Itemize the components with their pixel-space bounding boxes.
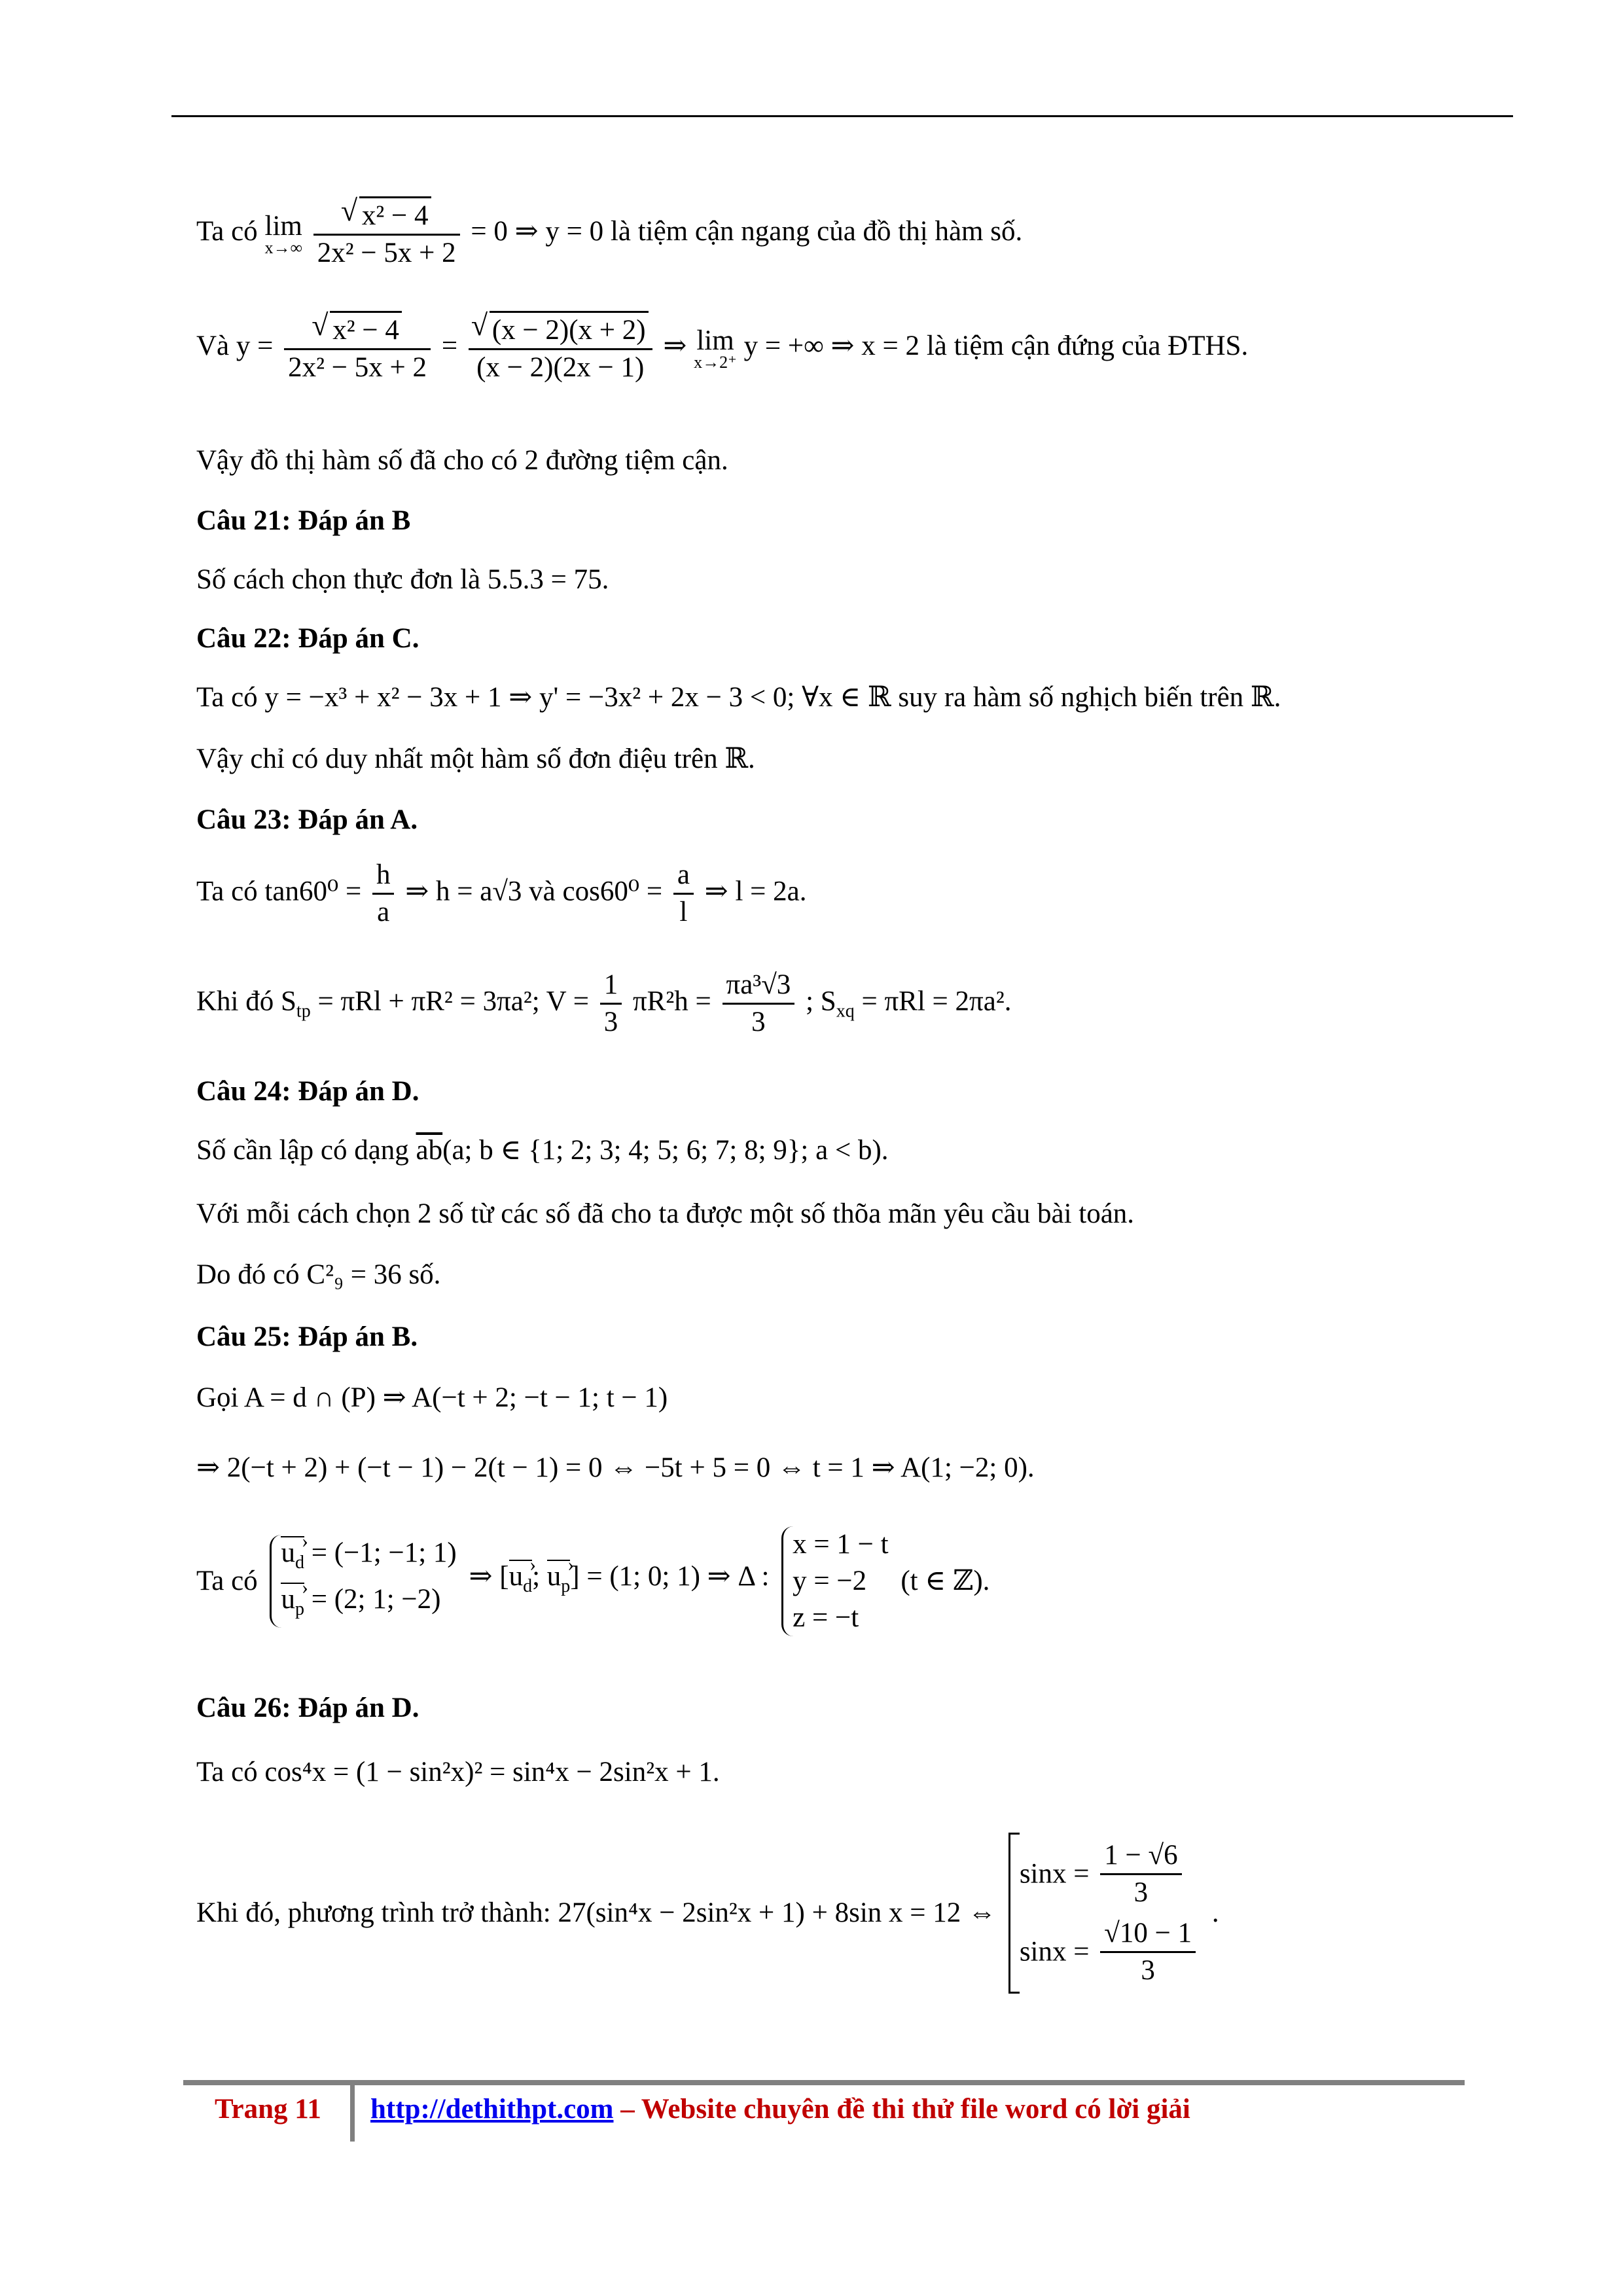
math: = πRl = 2πa².	[861, 986, 1012, 1017]
denominator: 3	[751, 1007, 766, 1037]
numerator: h	[372, 857, 395, 895]
math: Khi đó, phương trình trở thành: 27(sin⁴x − 2sin²x + 1) + 8sin x = 12 ⇔	[196, 1897, 997, 1928]
math: y = +∞ ⇒ x = 2	[743, 330, 920, 361]
denominator: a	[377, 897, 390, 927]
lim-label: lim	[696, 325, 734, 356]
fraction	[284, 311, 431, 386]
denominator: 3	[1133, 1877, 1149, 1908]
fraction	[313, 196, 460, 271]
denominator: 2x² − 5x + 2	[317, 238, 456, 268]
math: (t ∈ ℤ).	[901, 1566, 990, 1596]
subscript: p	[561, 1575, 571, 1596]
fraction	[372, 857, 395, 930]
math: u	[546, 1560, 562, 1592]
q26-line-1: Ta có cos⁴x = (1 − sin²x)² = sin⁴x − 2sin²x + 1.	[196, 1757, 720, 1787]
math: u	[281, 1584, 295, 1615]
subscript: xq	[836, 1001, 855, 1022]
q24-title: Câu 24: Đáp án D.	[196, 1076, 419, 1107]
math: ⇒ [	[469, 1560, 509, 1592]
q23-title: Câu 23: Đáp án A.	[196, 804, 418, 835]
math: ⇒ l = 2a.	[704, 876, 807, 907]
fraction	[673, 857, 694, 930]
fraction	[722, 967, 795, 1040]
vector-system	[270, 1535, 456, 1628]
q24-line-1	[196, 1132, 889, 1169]
text: là tiệm cận ngang của đồ thị hàm số.	[610, 215, 1023, 247]
footer-text	[370, 2093, 1190, 2125]
text: Ta có	[196, 1566, 258, 1596]
solution-set	[1008, 1833, 1200, 1994]
math: sinx =	[1019, 1858, 1090, 1890]
q22-title: Câu 22: Đáp án C.	[196, 623, 419, 654]
fraction	[1100, 1916, 1196, 1988]
math: y = −2	[793, 1566, 867, 1596]
lim-label: lim	[264, 211, 302, 242]
lim-sub: x→∞	[264, 238, 302, 257]
math: = πRl + πR² = 3πa²; V =	[317, 986, 589, 1017]
q24-line-3: Do đó có C²₉ = 36 số.	[196, 1259, 441, 1290]
q25-line-3: Ta có $u_d$ › = (−1; −1; 1) $u_p$ › = (2; 1; −2) ⇒ [$u_d$ ›; $u_p$ ›] = (1; 0; 1) ⇒ Δ : x = 1 − t y = −2 z = −t (t ∈ ℤ).	[196, 1526, 990, 1636]
q25-line-2: ⇒ 2(−t + 2) + (−t − 1) − 2(t − 1) = 0 ⇔ −5t + 5 = 0 ⇔ t = 1 ⇒ A(1; −2; 0).	[196, 1452, 1035, 1483]
denominator: 3	[1141, 1955, 1155, 1986]
numerator: √ x² − 4	[330, 311, 402, 348]
math: (a; b ∈ {1; 2; 3; 4; 5; 6; 7; 8; 9}; a < b).	[442, 1135, 889, 1166]
intro-line-3: Vậy đồ thị hàm số đã cho có 2 đường tiệm cận.	[196, 445, 728, 476]
line-system	[781, 1526, 888, 1636]
math: Khi đó S	[196, 986, 296, 1017]
footer-rule	[183, 2080, 1465, 2085]
math: u	[281, 1537, 295, 1568]
q23-line-2	[196, 967, 1011, 1040]
q24-line-2: Với mỗi cách chọn 2 số từ các số đã cho ta được một số thõa mãn yêu cầu bài toán.	[196, 1198, 1135, 1229]
q25-line-1: Gọi A = d ∩ (P) ⇒ A(−t + 2; −t − 1; t − 1)	[196, 1382, 668, 1413]
math: sinx =	[1019, 1936, 1090, 1967]
subscript: d	[294, 1552, 304, 1573]
numerator: 1	[600, 967, 622, 1005]
math: .	[1211, 1897, 1219, 1928]
math: ⇒ h = a√3 và cos60⁰ =	[405, 876, 663, 907]
denominator: (x − 2)(2x − 1)	[476, 352, 645, 383]
denominator: 3	[603, 1007, 618, 1037]
page-number: Trang 11	[215, 2094, 321, 2125]
denominator: 2x² − 5x + 2	[288, 352, 427, 383]
math: ] = (1; 0; 1) ⇒ Δ :	[570, 1560, 770, 1592]
fraction	[1100, 1838, 1181, 1910]
limit	[694, 327, 737, 370]
math: Ta có tan60⁰ =	[196, 876, 362, 907]
footer-divider	[350, 2081, 355, 2142]
numerator: a	[673, 857, 694, 895]
q21-line: Số cách chọn thực đơn là 5.5.3 = 75.	[196, 564, 609, 595]
math: = 0 ⇒ y = 0	[471, 215, 604, 247]
website-link[interactable]: http://dethithpt.com	[370, 2094, 614, 2125]
math: = (2; 1; −2)	[311, 1584, 441, 1615]
fraction	[469, 311, 652, 386]
q23-line-1	[196, 857, 806, 930]
numerator: 1 − √6	[1100, 1838, 1181, 1875]
text: Số cần lập có dạng	[196, 1135, 409, 1166]
text: là tiệm cận đứng của ĐTHS.	[926, 330, 1249, 361]
limit	[264, 212, 302, 255]
header-rule	[171, 115, 1513, 117]
q26-title: Câu 26: Đáp án D.	[196, 1693, 419, 1723]
math: ; S	[806, 986, 836, 1017]
lim-sub: x→2⁺	[694, 353, 737, 372]
q22-line-2: Vậy chỉ có duy nhất một hàm số đơn điệu trên ℝ.	[196, 744, 755, 774]
subscript: tp	[296, 1001, 311, 1022]
numerator: √ (x − 2)(x + 2)	[490, 311, 649, 348]
subscript: p	[294, 1599, 304, 1619]
numerator: πa³√3	[722, 967, 795, 1005]
subscript: d	[523, 1575, 533, 1596]
text: Và	[196, 330, 230, 361]
math: = (−1; −1; 1)	[311, 1537, 457, 1568]
math: $\overline{ab}$	[416, 1135, 443, 1166]
numerator: √10 − 1	[1100, 1916, 1196, 1953]
text: Ta có	[196, 215, 258, 247]
math: y =	[236, 330, 274, 361]
footer-tagline: – Website chuyên đề thi thử file word có lời giải	[613, 2094, 1190, 2125]
denominator: l	[679, 897, 688, 927]
intro-line-2: Và y = √ $\frac{\text{x² − 4}}{\text{2x² − 5x + 2}}$ = √ $\frac{(x - 2)(x + 2)}{(x - 2)(2x - 1)}$ ⇒ lim x→2⁺ y = +∞ ⇒ x = 2 là tiệm cận đứng của ĐTHS.	[196, 311, 1248, 386]
q26-line-2	[196, 1833, 1219, 1994]
intro-line-1	[196, 196, 1022, 271]
math: z = −t	[793, 1602, 859, 1633]
numerator: √ x² − 4	[359, 196, 431, 234]
fraction	[600, 967, 622, 1040]
q25-title: Câu 25: Đáp án B.	[196, 1321, 418, 1352]
math: πR²h =	[632, 986, 711, 1017]
q22-line-1: Ta có y = −x³ + x² − 3x + 1 ⇒ y' = −3x² + 2x − 3 < 0; ∀x ∈ ℝ suy ra hàm số nghịch biến trên ℝ.	[196, 682, 1281, 713]
math: u	[508, 1560, 524, 1592]
math: x = 1 − t	[793, 1529, 889, 1560]
q21-title: Câu 21: Đáp án B	[196, 505, 411, 536]
